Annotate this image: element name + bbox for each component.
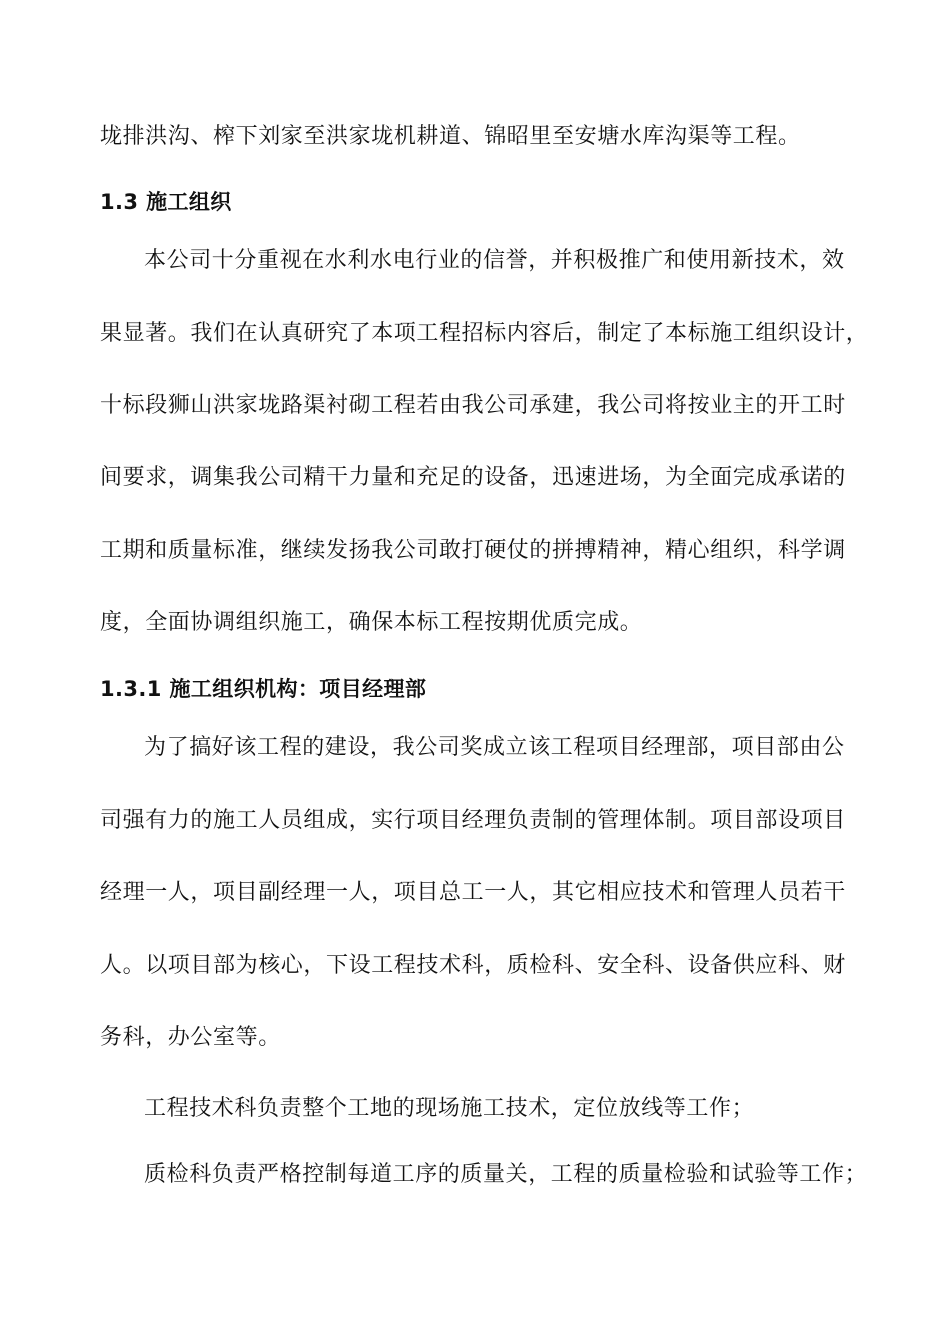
paragraph-line: 十标段狮山洪家垅路渠衬砌工程若由我公司承建，我公司将按业主的开工时 xyxy=(100,393,846,418)
paragraph-line: 质检科负责严格控制每道工序的质量关，工程的质量检验和试验等工作； xyxy=(144,1162,868,1187)
paragraph-line: 工期和质量标准，继续发扬我公司敢打硬仗的拼搏精神，精心组织，科学调 xyxy=(100,538,846,563)
paragraph-line: 务科，办公室等。 xyxy=(100,1025,281,1050)
paragraph-line: 为了搞好该工程的建设，我公司奖成立该工程项目经理部，项目部由公 xyxy=(144,735,845,760)
paragraph-line: 本公司十分重视在水利水电行业的信誉，并积极推广和使用新技术，效 xyxy=(144,248,845,273)
paragraph-line: 果显著。我们在认真研究了本项工程招标内容后，制定了本标施工组织设计， xyxy=(100,321,869,346)
paragraph-line: 司强有力的施工人员组成，实行项目经理负责制的管理体制。项目部设项目 xyxy=(100,808,846,833)
section-heading-1-3: 1.3 施工组织 xyxy=(100,190,232,214)
paragraph-line: 垅排洪沟、榨下刘家至洪家垅机耕道、锦昭里至安塘水库沟渠等工程。 xyxy=(100,124,801,149)
paragraph-line: 度，全面协调组织施工，确保本标工程按期优质完成。 xyxy=(100,610,643,635)
paragraph-line: 工程技术科负责整个工地的现场施工技术，定位放线等工作； xyxy=(144,1096,755,1121)
paragraph-line: 经理一人，项目副经理一人，项目总工一人，其它相应技术和管理人员若干 xyxy=(100,880,846,905)
paragraph-line: 间要求，调集我公司精干力量和充足的设备，迅速进场，为全面完成承诺的 xyxy=(100,465,846,490)
section-heading-1-3-1: 1.3.1 施工组织机构：项目经理部 xyxy=(100,677,427,701)
paragraph-line: 人。以项目部为核心，下设工程技术科，质检科、安全科、设备供应科、财 xyxy=(100,953,846,978)
